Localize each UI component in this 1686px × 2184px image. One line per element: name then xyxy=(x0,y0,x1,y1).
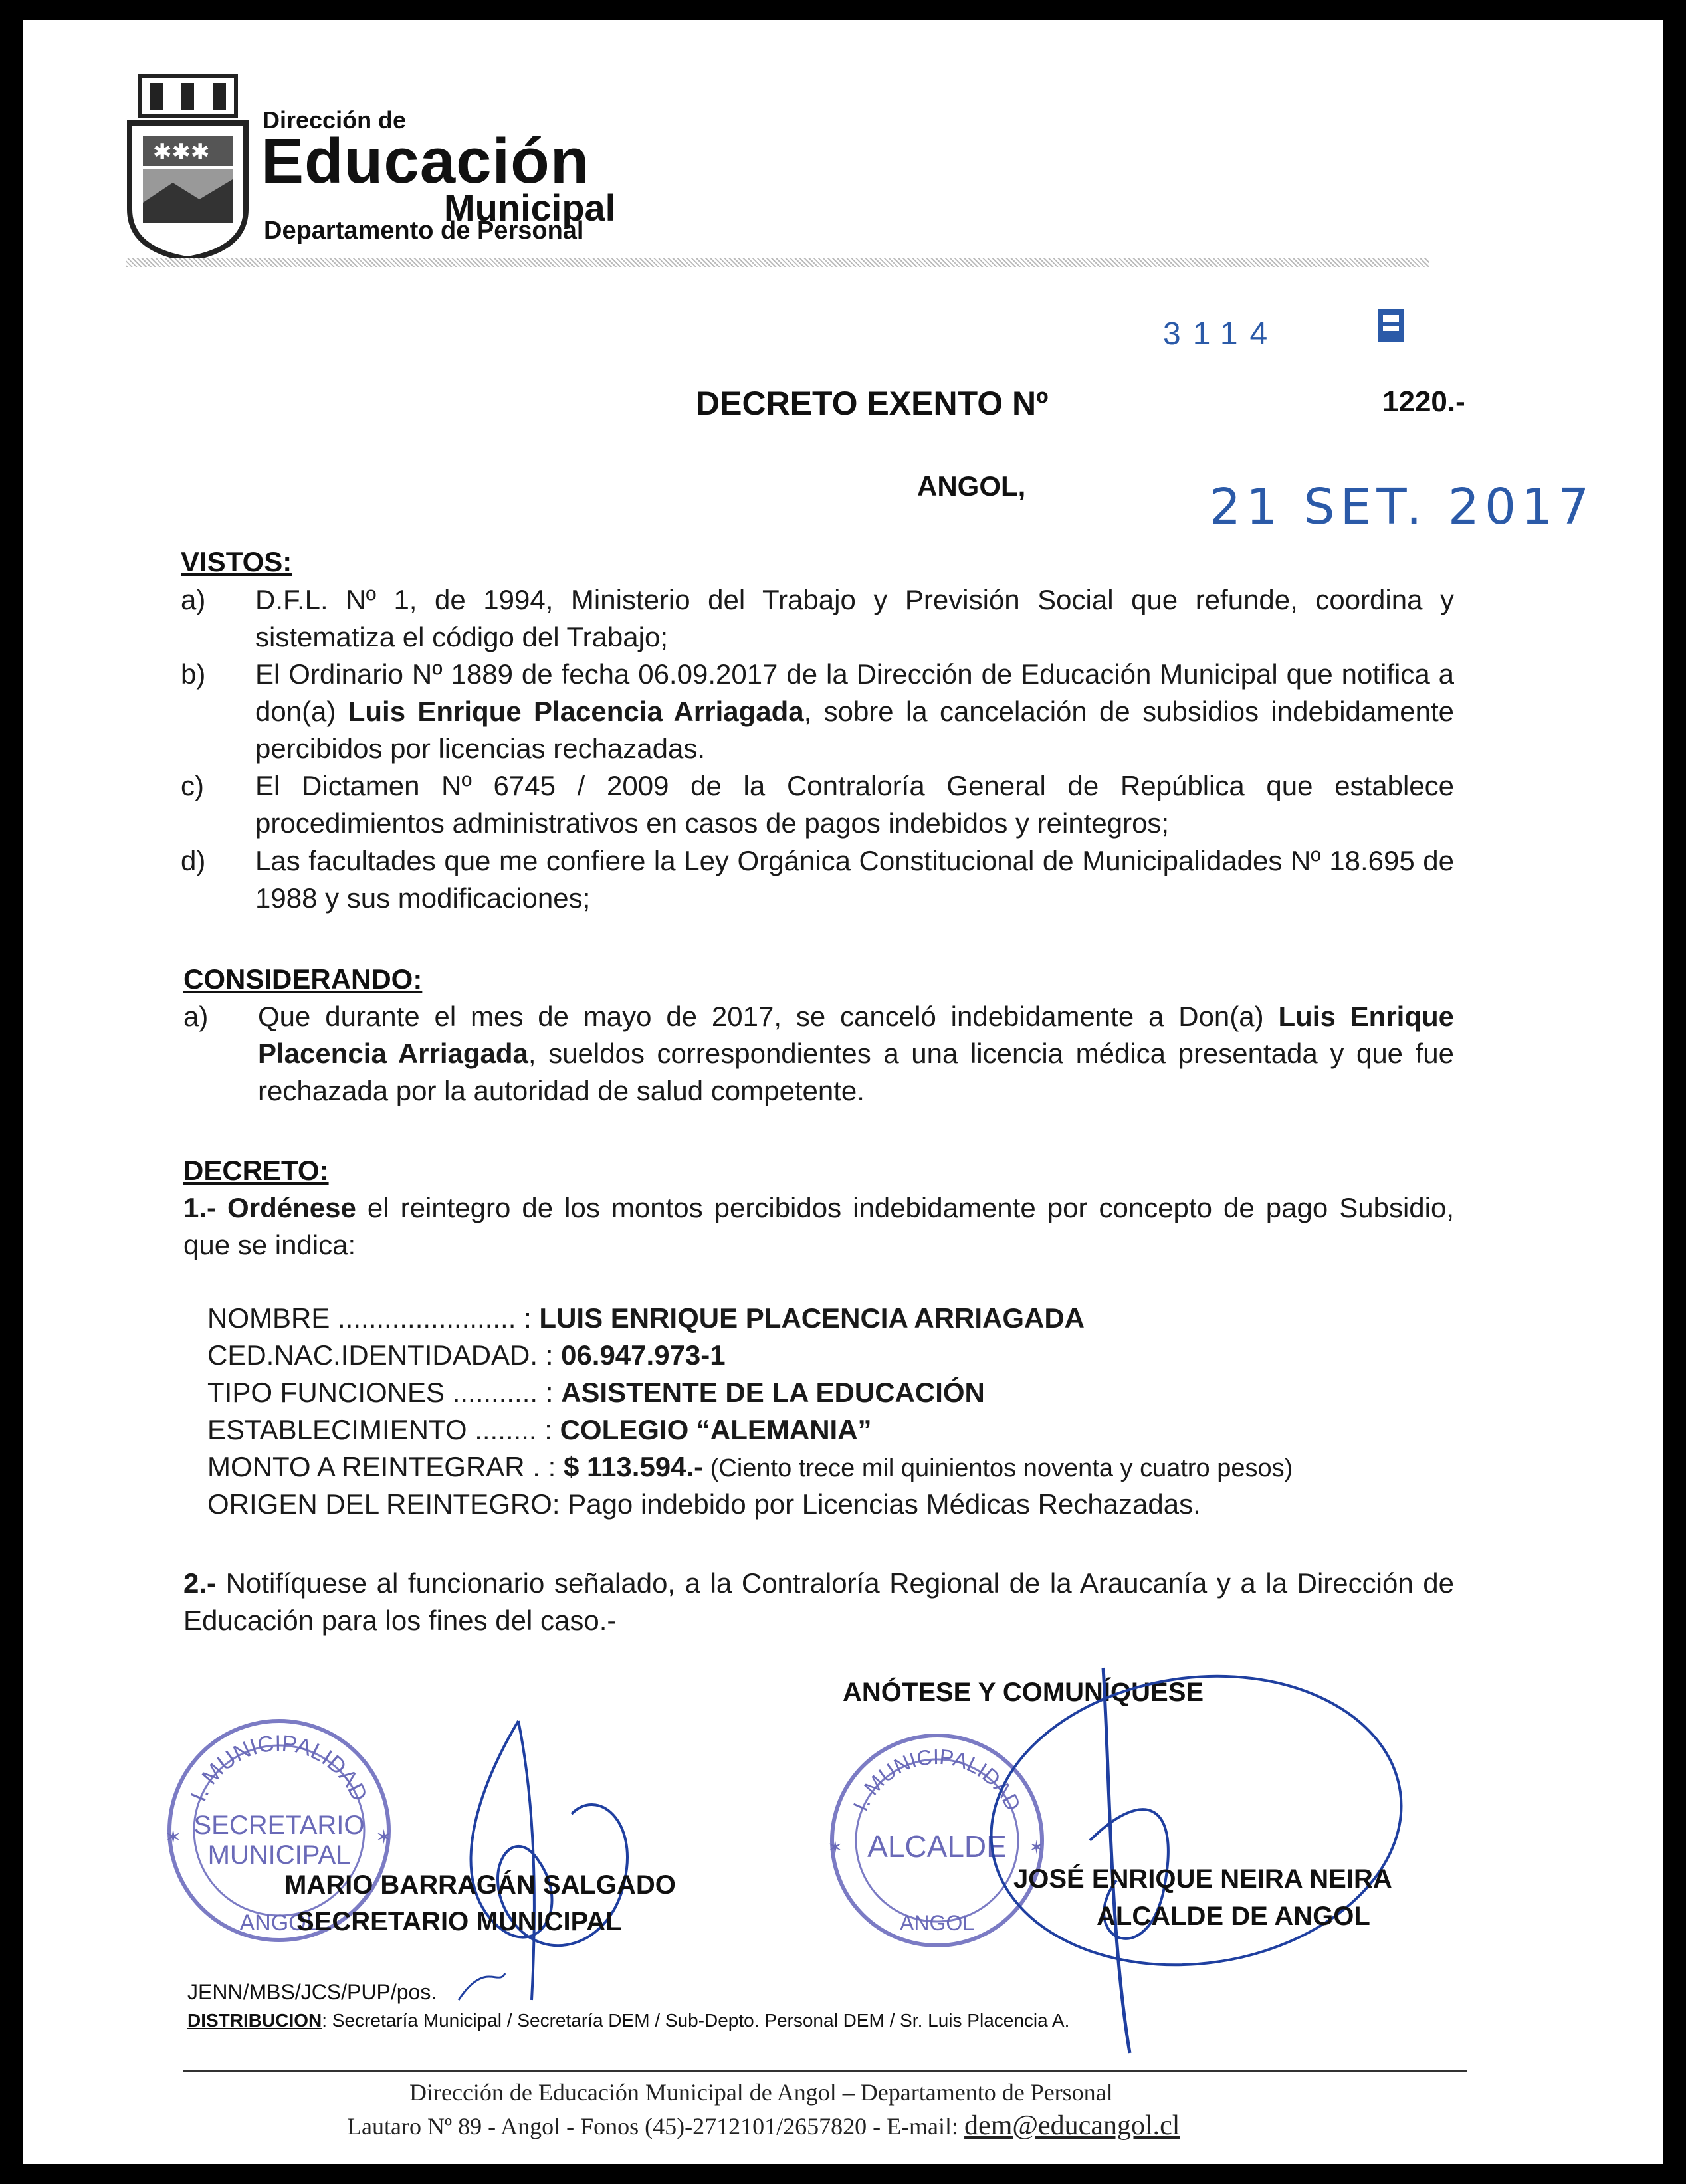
vistos-b-letter: b) xyxy=(181,658,206,690)
vistos-d-letter: d) xyxy=(181,845,206,876)
field-cedula: CED.NAC.IDENTIDADAD. : 06.947.973-1 xyxy=(207,1340,726,1371)
field-tipo-funciones: TIPO FUNCIONES ........... : ASISTENTE DE LA EDUCACIÓN xyxy=(207,1377,985,1408)
vistos-a-letter: a) xyxy=(181,584,206,615)
coat-of-arms-icon xyxy=(126,70,249,262)
decreto-p1-number: 1.- Ordénese xyxy=(183,1192,356,1223)
vistos-c-text: El Dictamen Nº 6745 / 2009 de la Contraloría General de República que establece procedimientos administrativos en casos de pagos indebidos y reintegros; xyxy=(255,770,1454,839)
considerando-a-letter: a) xyxy=(183,1001,209,1032)
initials: JENN/MBS/JCS/PUP/pos. xyxy=(187,1980,437,2004)
vistos-d-text: Las facultades que me confiere la Ley Orgánica Constitucional de Municipalidades Nº 18.695 de 1988 y sus modificaciones; xyxy=(255,845,1454,914)
header-divider xyxy=(126,258,1429,267)
field-establecimiento: ESTABLECIMIENTO ........ : COLEGIO “ALEMANIA” xyxy=(207,1414,872,1445)
date-stamp: 21 SET. 2017 xyxy=(1210,478,1595,536)
svg-text:ALCALDE: ALCALDE xyxy=(867,1829,1007,1864)
right-signer-name: JOSÉ ENRIQUE NEIRA NEIRA xyxy=(1013,1864,1392,1894)
svg-text:ANGOL: ANGOL xyxy=(899,1911,975,1935)
secretary-signature xyxy=(399,1708,704,2013)
left-signer-title: SECRETARIO MUNICIPAL xyxy=(296,1907,622,1936)
svg-text:MUNICIPAL: MUNICIPAL xyxy=(207,1840,351,1870)
right-signer-title: ALCALDE DE ANGOL xyxy=(1097,1902,1370,1931)
vistos-heading: VISTOS: xyxy=(181,546,292,577)
decreto-paragraph-1: 1.- Ordénese el reintegro de los montos percibidos indebidamente por concepto de pago Subsidio, que se indica: xyxy=(183,1192,1454,1260)
email-link[interactable]: dem@educangol.cl xyxy=(964,2110,1180,2141)
header-municipal: Municipal xyxy=(444,187,616,229)
considerando-a-text: Que durante el mes de mayo de 2017, se canceló indebidamente a Don(a) Luis Enrique Placencia Arriagada, sueldos correspondientes a una licencia médica presentada y que fue rechazada por la autoridad de salud competente. xyxy=(258,1001,1455,1106)
header-line1: Dirección de xyxy=(263,106,407,134)
decree-number: 1220.- xyxy=(1382,385,1465,418)
svg-text:I. MUNICIPALIDAD: I. MUNICIPALIDAD xyxy=(848,1744,1026,1815)
left-signer-name: MARIO BARRAGÁN SALGADO xyxy=(284,1870,676,1900)
distribution: DISTRIBUCION: Secretaría Municipal / Secretaría DEM / Sub-Depto. Personal DEM / Sr. Luis Placencia A. xyxy=(187,2010,1070,2031)
svg-text:✶: ✶ xyxy=(375,1827,393,1848)
vistos-b-text: El Ordinario Nº 1889 de fecha 06.09.2017 de la Dirección de Educación Municipal que notifica a don(a) Luis Enrique Placencia Arriagada, sobre la cancelación de subsidios indebidamente percibidos por licencias rechazadas. xyxy=(255,658,1455,764)
mayor-signature xyxy=(944,1654,1422,2066)
svg-text:✶: ✶ xyxy=(165,1827,182,1848)
person-name: Luis Enrique Placencia Arriagada xyxy=(348,696,804,727)
field-origen: ORIGEN DEL REINTEGRO: Pago indebido por Licencias Médicas Rechazadas. xyxy=(207,1488,1201,1520)
footer-line-1: Dirección de Educación Municipal de Angol – Departamento de Personal xyxy=(409,2079,1113,2106)
decreto-paragraph-2: 2.- Notifíquese al funcionario señalado, a la Contraloría Regional de la Araucanía y a la Dirección de Educación para los fines del caso.- xyxy=(183,1567,1454,1636)
stamp-mark-icon xyxy=(1372,306,1412,349)
decreto-p2-number: 2.- xyxy=(183,1567,217,1599)
header-department: Departamento de Personal xyxy=(264,217,584,245)
registry-stamp-number: 3114 xyxy=(1163,316,1280,351)
svg-text:ANGOL: ANGOL xyxy=(239,1910,319,1936)
city: ANGOL, xyxy=(917,470,1026,502)
svg-text:SECRETARIO: SECRETARIO xyxy=(193,1811,365,1840)
person-name: Luis Enrique Placencia Arriagada xyxy=(258,1001,1455,1069)
footer-rule xyxy=(183,2070,1467,2072)
field-nombre: NOMBRE ....................... : LUIS ENRIQUE PLACENCIA ARRIAGADA xyxy=(207,1302,1085,1334)
field-monto: MONTO A REINTEGRAR . : $ 113.594.- (Ciento trece mil quinientos noventa y cuatro pesos) xyxy=(207,1451,1293,1482)
footer-line-2: Lautaro Nº 89 - Angol - Fonos (45)-2712101/2657820 - E-mail: dem@educangol.cl xyxy=(347,2110,1180,2141)
closing-phrase: ANÓTESE Y COMUNÍQUESE xyxy=(843,1678,1204,1707)
header-title: Educación xyxy=(261,126,590,197)
svg-text:✱✱✱: ✱✱✱ xyxy=(153,139,210,165)
considerando-heading: CONSIDERANDO: xyxy=(183,963,423,995)
vistos-c-letter: c) xyxy=(181,770,204,801)
decreto-heading: DECRETO: xyxy=(183,1155,329,1186)
svg-text:✶: ✶ xyxy=(827,1837,843,1858)
decree-title: DECRETO EXENTO Nº xyxy=(696,385,1049,422)
svg-text:I. MUNICIPALIDAD: I. MUNICIPALIDAD xyxy=(185,1730,373,1805)
vistos-a-text: D.F.L. Nº 1, de 1994, Ministerio del Trabajo y Previsión Social que refunde, coordina y sistematiza el código del Trabajo; xyxy=(255,584,1454,652)
svg-text:✶: ✶ xyxy=(1029,1837,1045,1858)
